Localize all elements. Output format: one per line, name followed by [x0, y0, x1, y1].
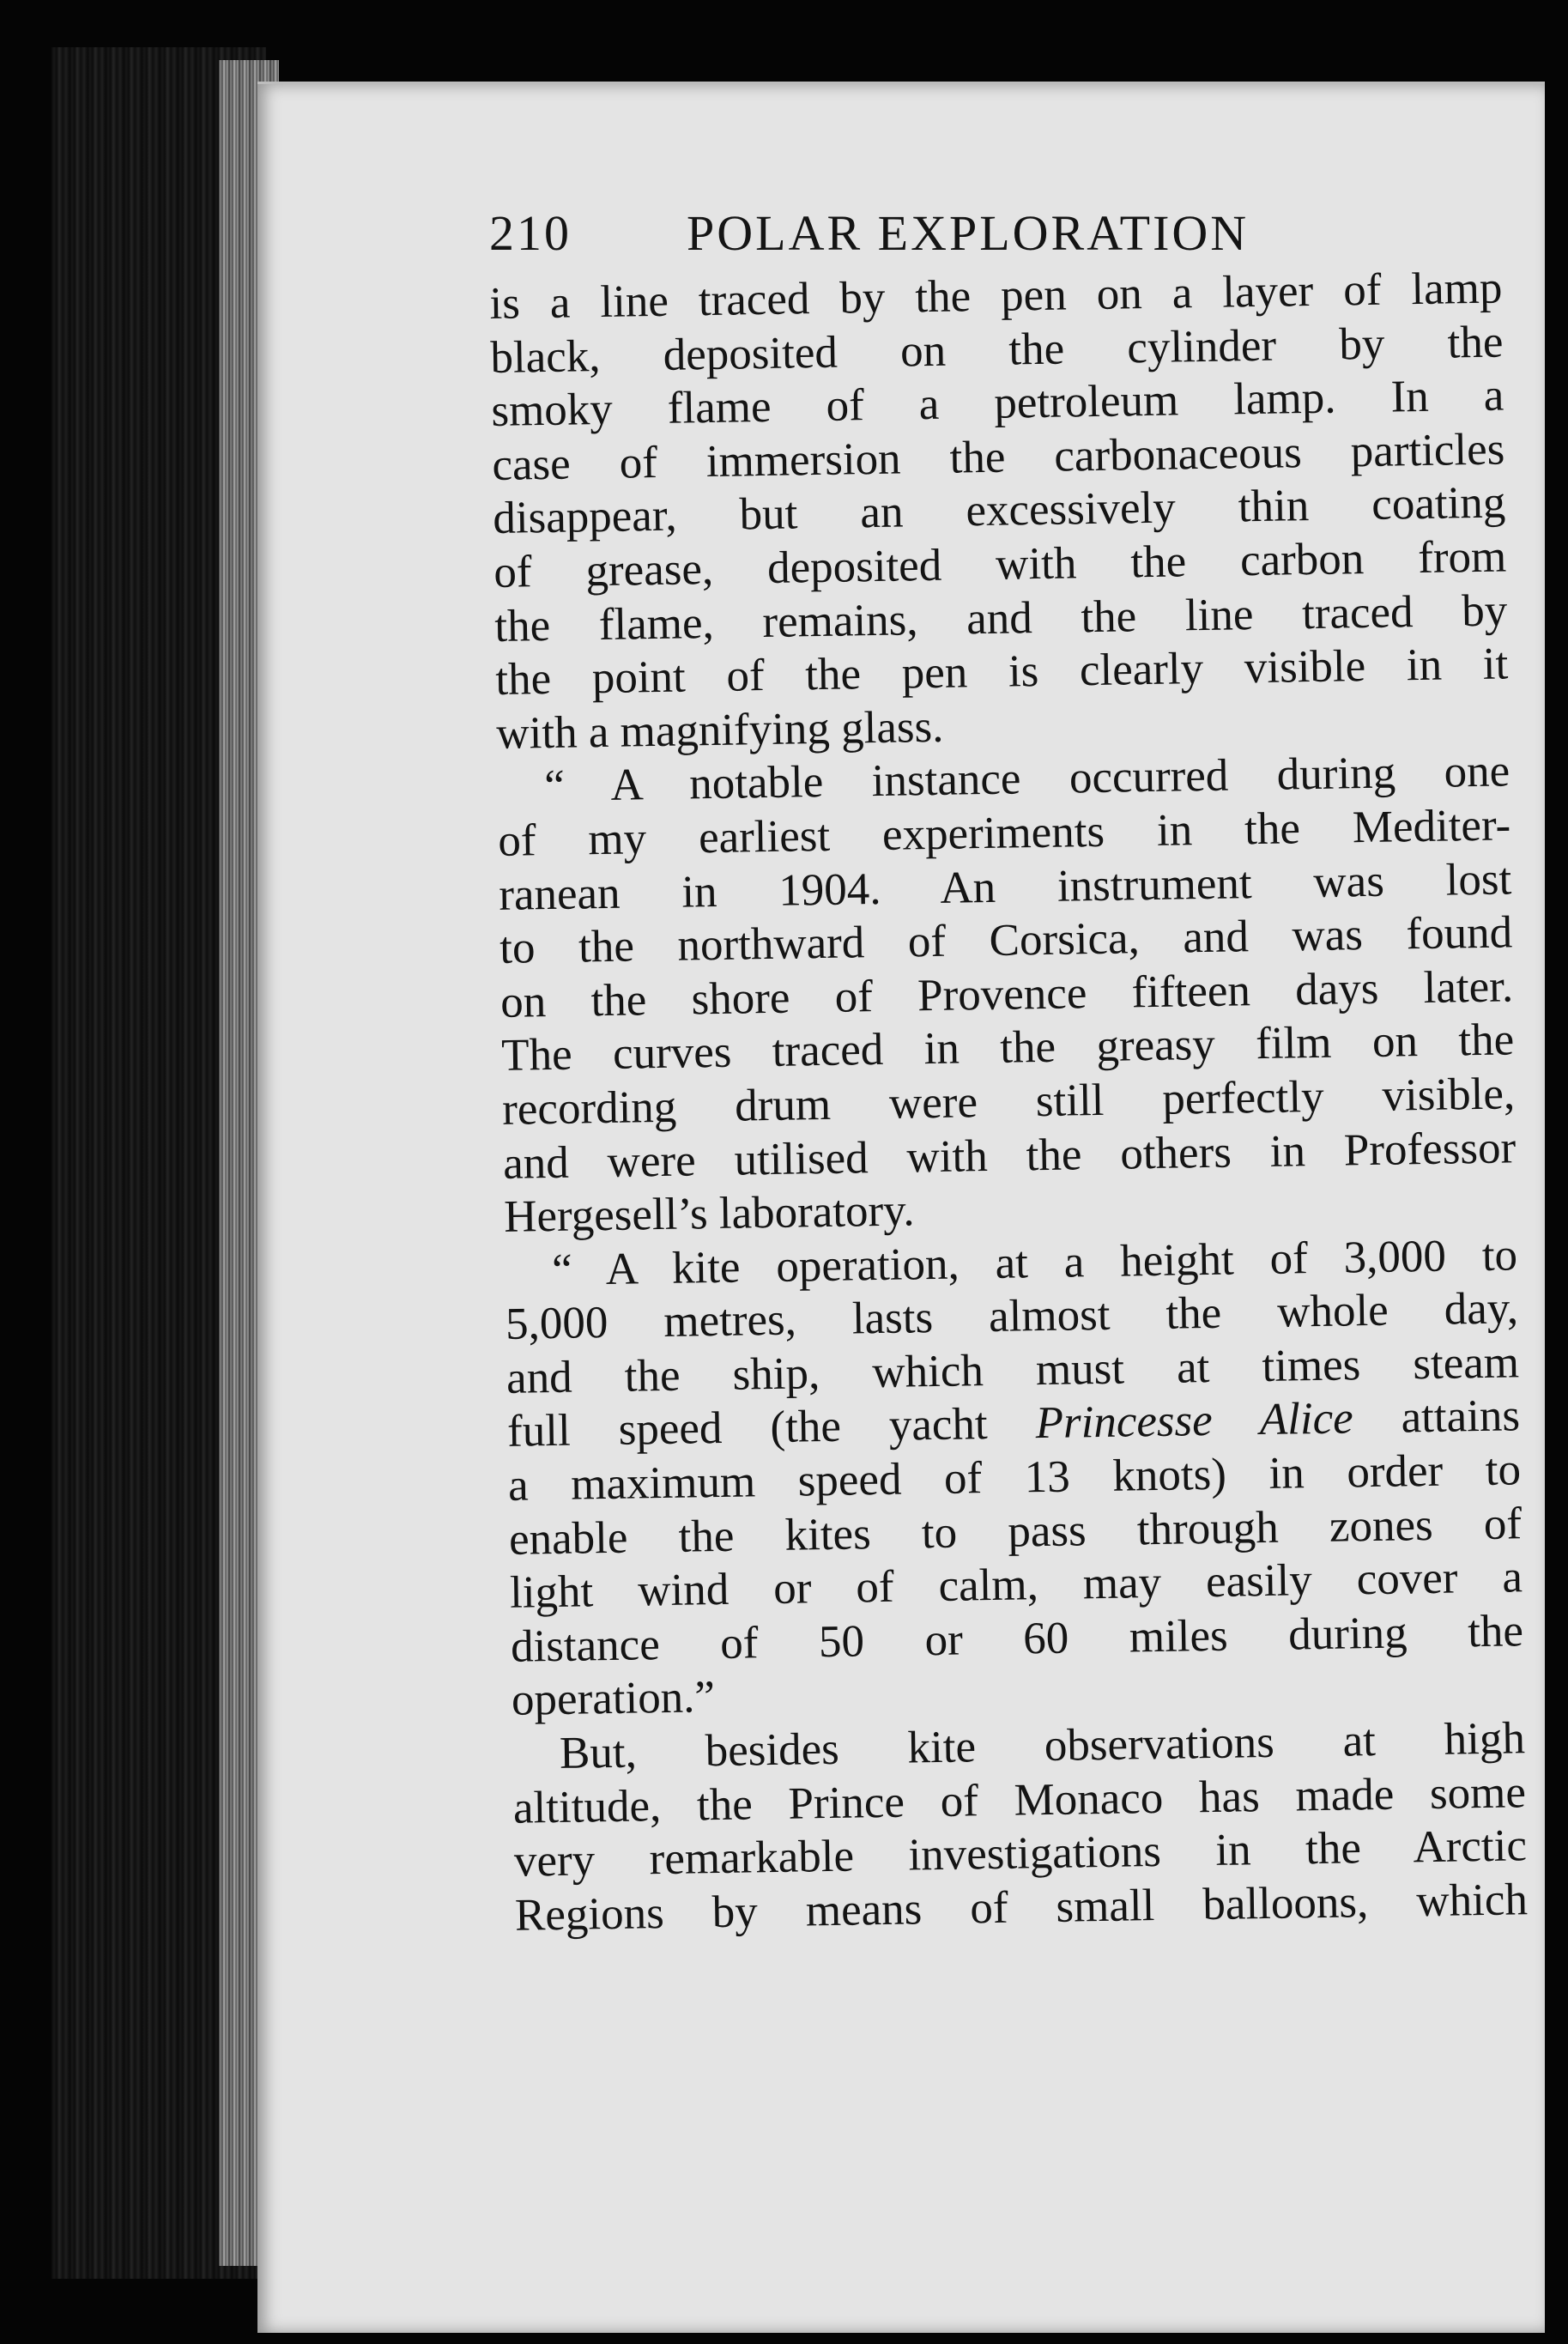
text-line: ranean in 1904. An instrument was lost	[498, 853, 1512, 920]
text-line: on the shore of Provence fifteen days later.	[499, 961, 1514, 1027]
text-line: recording drum were still perfectly visible,	[501, 1069, 1516, 1135]
text-line: The curves traced in the greasy film on the	[500, 1015, 1515, 1081]
text-line: altitude, the Prince of Monaco has made some	[512, 1766, 1527, 1833]
text-line: operation.”	[511, 1672, 716, 1726]
yacht-name: Princesse Alice	[1035, 1393, 1354, 1449]
text-line: disappear, but an excessively thin coating	[492, 477, 1506, 544]
text-line: smoky flame of a petroleum lamp. In a	[490, 370, 1504, 437]
text-line: to the northward of Corsica, and was found	[499, 907, 1513, 974]
text-line: very remarkable investigations in the Arctic	[513, 1820, 1528, 1887]
text-line: of grease, deposited with the carbon from	[493, 531, 1507, 597]
text-line: Hergesell’s laboratory.	[503, 1185, 915, 1242]
running-head	[489, 204, 1568, 262]
text-line: 5,000 metres, lasts almost the whole day,	[505, 1283, 1519, 1350]
text-line: black, deposited on the cylinder by the	[490, 317, 1504, 383]
line-text-before: full speed (the yacht	[506, 1398, 1037, 1457]
text-line: is a line traced by the pen on a layer of lamp	[489, 263, 1503, 329]
text-line: enable the kites to pass through zones of	[508, 1498, 1523, 1565]
text-line: “ A notable instance occurred during one	[543, 746, 1510, 812]
text-line: distance of 50 or 60 miles during the	[510, 1606, 1524, 1672]
text-line: of my earliest experiments in the Mediter-	[497, 800, 1511, 866]
text-line: the point of the pen is clearly visible in it	[494, 639, 1509, 706]
printed-page	[257, 82, 1545, 2333]
text-line: But, besides kite observations at high	[559, 1713, 1526, 1778]
text-line: light wind or of calm, may easily cover a	[509, 1552, 1523, 1619]
page-number: 210	[489, 205, 572, 261]
text-line: with a magnifying glass.	[495, 701, 944, 759]
text-line: Regions by means of small balloons, which	[514, 1875, 1529, 1941]
text-line: and were utilised with the others in Professor	[502, 1122, 1517, 1189]
line-text-after: attains	[1353, 1390, 1521, 1444]
text-line: and the ship, which must at times steam	[506, 1337, 1520, 1403]
chapter-title: POLAR EXPLORATION	[687, 205, 1250, 261]
text-line: the flame, remains, and the line traced by	[493, 584, 1508, 651]
body-text	[489, 261, 1528, 1942]
text-line: case of immersion the carbonaceous particles	[491, 424, 1505, 490]
text-line: “ A kite operation, at a height of 3,000 to	[551, 1230, 1518, 1295]
text-line: a maximum speed of 13 knots) in order to	[507, 1445, 1522, 1511]
